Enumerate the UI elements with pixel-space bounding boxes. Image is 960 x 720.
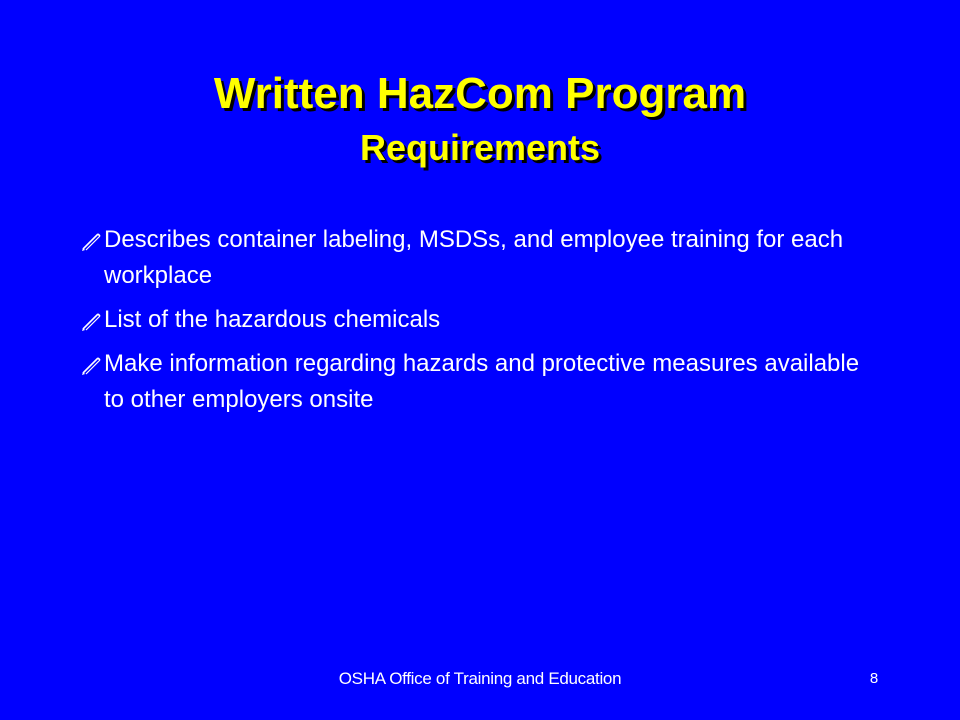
slide-title: Written HazCom Program xyxy=(213,69,747,118)
pencil-icon xyxy=(80,354,102,376)
pencil-icon xyxy=(80,310,102,332)
bullet-text: Make information regarding hazards and protective measures available to other employers onsite xyxy=(104,350,860,413)
bullet-item xyxy=(80,346,880,418)
page-number: 8 xyxy=(869,670,879,687)
pencil-icon xyxy=(80,230,102,252)
bullet-item xyxy=(80,302,880,338)
slide-footer: OSHA Office of Training and Education xyxy=(338,669,622,688)
slide-subtitle: Requirements xyxy=(359,127,601,168)
bullet-list xyxy=(80,222,880,426)
bullet-item xyxy=(80,222,880,294)
bullet-text: List of the hazardous chemicals xyxy=(104,306,441,333)
bullet-text: Describes container labeling, MSDSs, and employee training for each workplace xyxy=(104,226,844,289)
